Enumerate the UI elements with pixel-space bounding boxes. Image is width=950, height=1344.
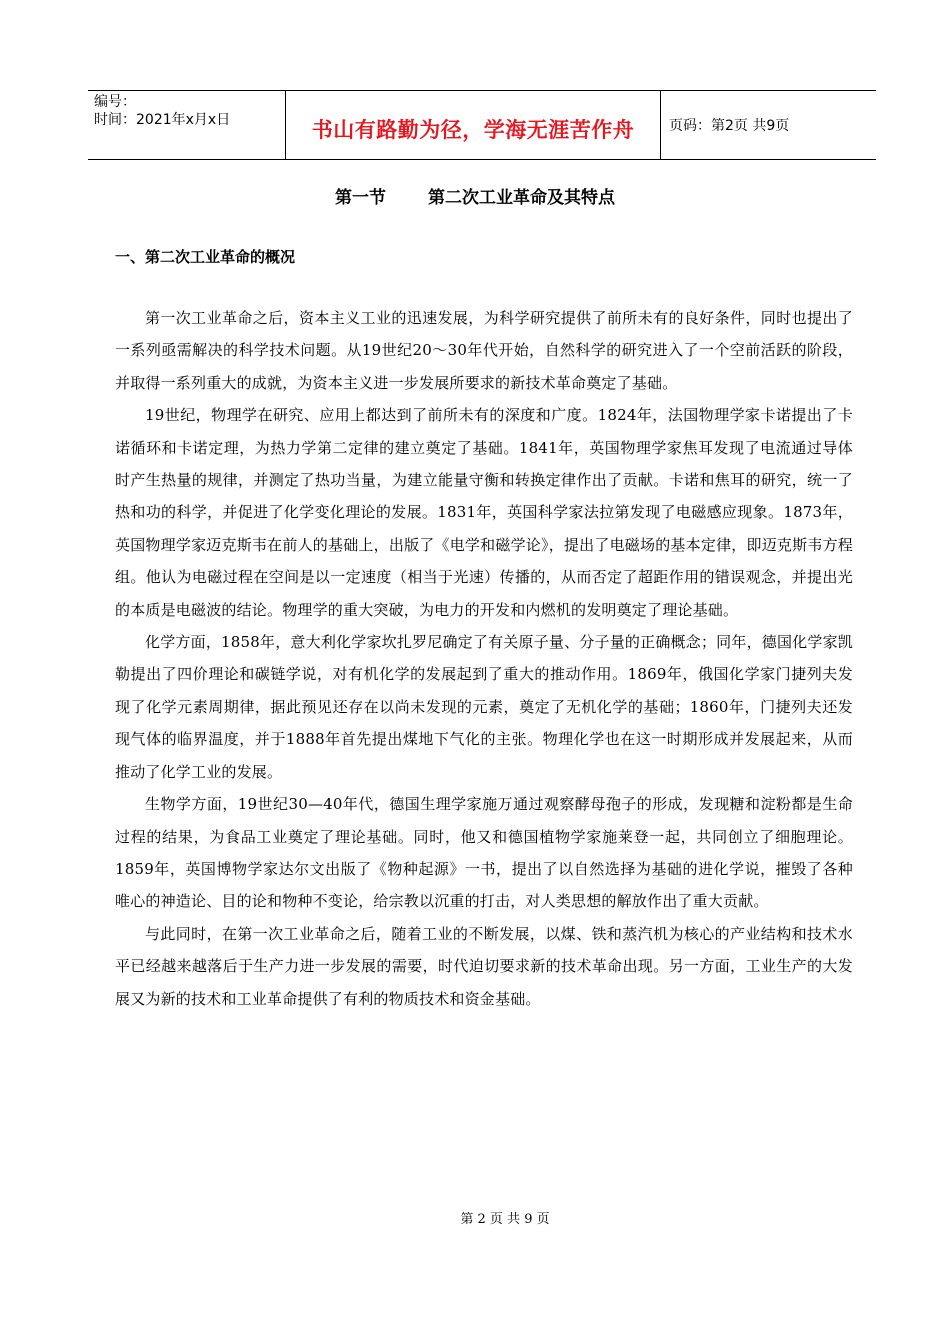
paragraph: 生物学方面，19世纪30—40年代，德国生理学家施万通过观察酵母孢子的形成，发现糖和淀粉都是生命过程的结果，为食品工业奠定了理论基础。同时，他又和德国植物学家施莱登一起，共同创立了细胞理论。1859年，英国博物学家达尔文出版了《物种起源》一书，提出了以自然选择为基础的进化学说，摧毁了各种唯心的神造论、目的论和物种不变论，给宗教以沉重的打击，对人类思想的解放作出了重大贡献。 (115, 795, 853, 911)
section-title (0, 183, 950, 208)
header-page-label: 页码：第2页 共9页 (669, 118, 790, 134)
header-table (88, 90, 876, 160)
header-motto: 书山有路勤为径，学海无涯苦作舟 (311, 118, 635, 142)
paragraph: 化学方面，1858年，意大利化学家坎扎罗尼确定了有关原子量、分子量的正确概念；同年，德国化学家凯勒提出了四价理论和碳链学说，对有机化学的发展起到了重大的推动作用。1869年，俄国化学家门捷列夫发现了化学元素周期律，据此预见还存在以尚未发现的元素，奠定了无机化学的基础；1860年，门捷列夫还发现气体的临界温度，并于1888年首先提出煤地下气化的主张。物理化学也在这一时期形成并发展起来，从而推动了化学工业的发展。 (115, 633, 853, 781)
header-motto-cell (286, 91, 661, 159)
subheading: 一、第二次工业革命的概况 (115, 248, 296, 266)
body-text (115, 302, 853, 1015)
header-meta-cell (88, 91, 286, 159)
document-time-label: 时间：2021年x月x日 (94, 112, 231, 128)
page-footer: 第 2 页 共 9 页 (460, 1212, 550, 1227)
header-page-cell (661, 91, 876, 159)
section-title-text: 第二次工业革命及其特点 (428, 188, 615, 208)
section-title-number: 第一节 (335, 188, 386, 208)
paragraph: 19世纪，物理学在研究、应用上都达到了前所未有的深度和广度。1824年，法国物理学家卡诺提出了卡诺循环和卡诺定理，为热力学第二定律的建立奠定了基础。1841年，英国物理学家焦耳发现了电流通过导体时产生热量的规律，并测定了热功当量，为建立能量守衡和转换定律作出了贡献。卡诺和焦耳的研究，统一了热和功的科学，并促进了化学变化理论的发展。1831年，英国科学家法拉第发现了电磁感应现象。1873年，英国物理学家迈克斯韦在前人的基础上，出版了《电学和磁学论》，提出了电磁场的基本定律，即迈克斯韦方程组。他认为电磁过程在空间是以一定速度（相当于光速）传播的，从而否定了超距作用的错误观念，并提出光的本质是电磁波的结论。物理学的重大突破，为电力的开发和内燃机的发明奠定了理论基础。 (115, 406, 853, 619)
paragraph: 与此同时，在第一次工业革命之后，随着工业的不断发展，以煤、铁和蒸汽机为核心的产业结构和技术水平已经越来越落后于生产力进一步发展的需要，时代迫切要求新的技术革命出现。另一方面，工业生产的大发展又为新的技术和工业革命提供了有利的物质技术和资金基础。 (115, 924, 853, 1008)
document-number-label: 编号： (94, 94, 136, 110)
paragraph: 第一次工业革命之后，资本主义工业的迅速发展，为科学研究提供了前所未有的良好条件，同时也提出了一系列亟需解决的科学技术问题。从19世纪20～30年代开始，自然科学的研究进入了一个空前活跃的阶段，并取得一系列重大的成就，为资本主义进一步发展所要求的新技术革命奠定了基础。 (115, 309, 853, 392)
